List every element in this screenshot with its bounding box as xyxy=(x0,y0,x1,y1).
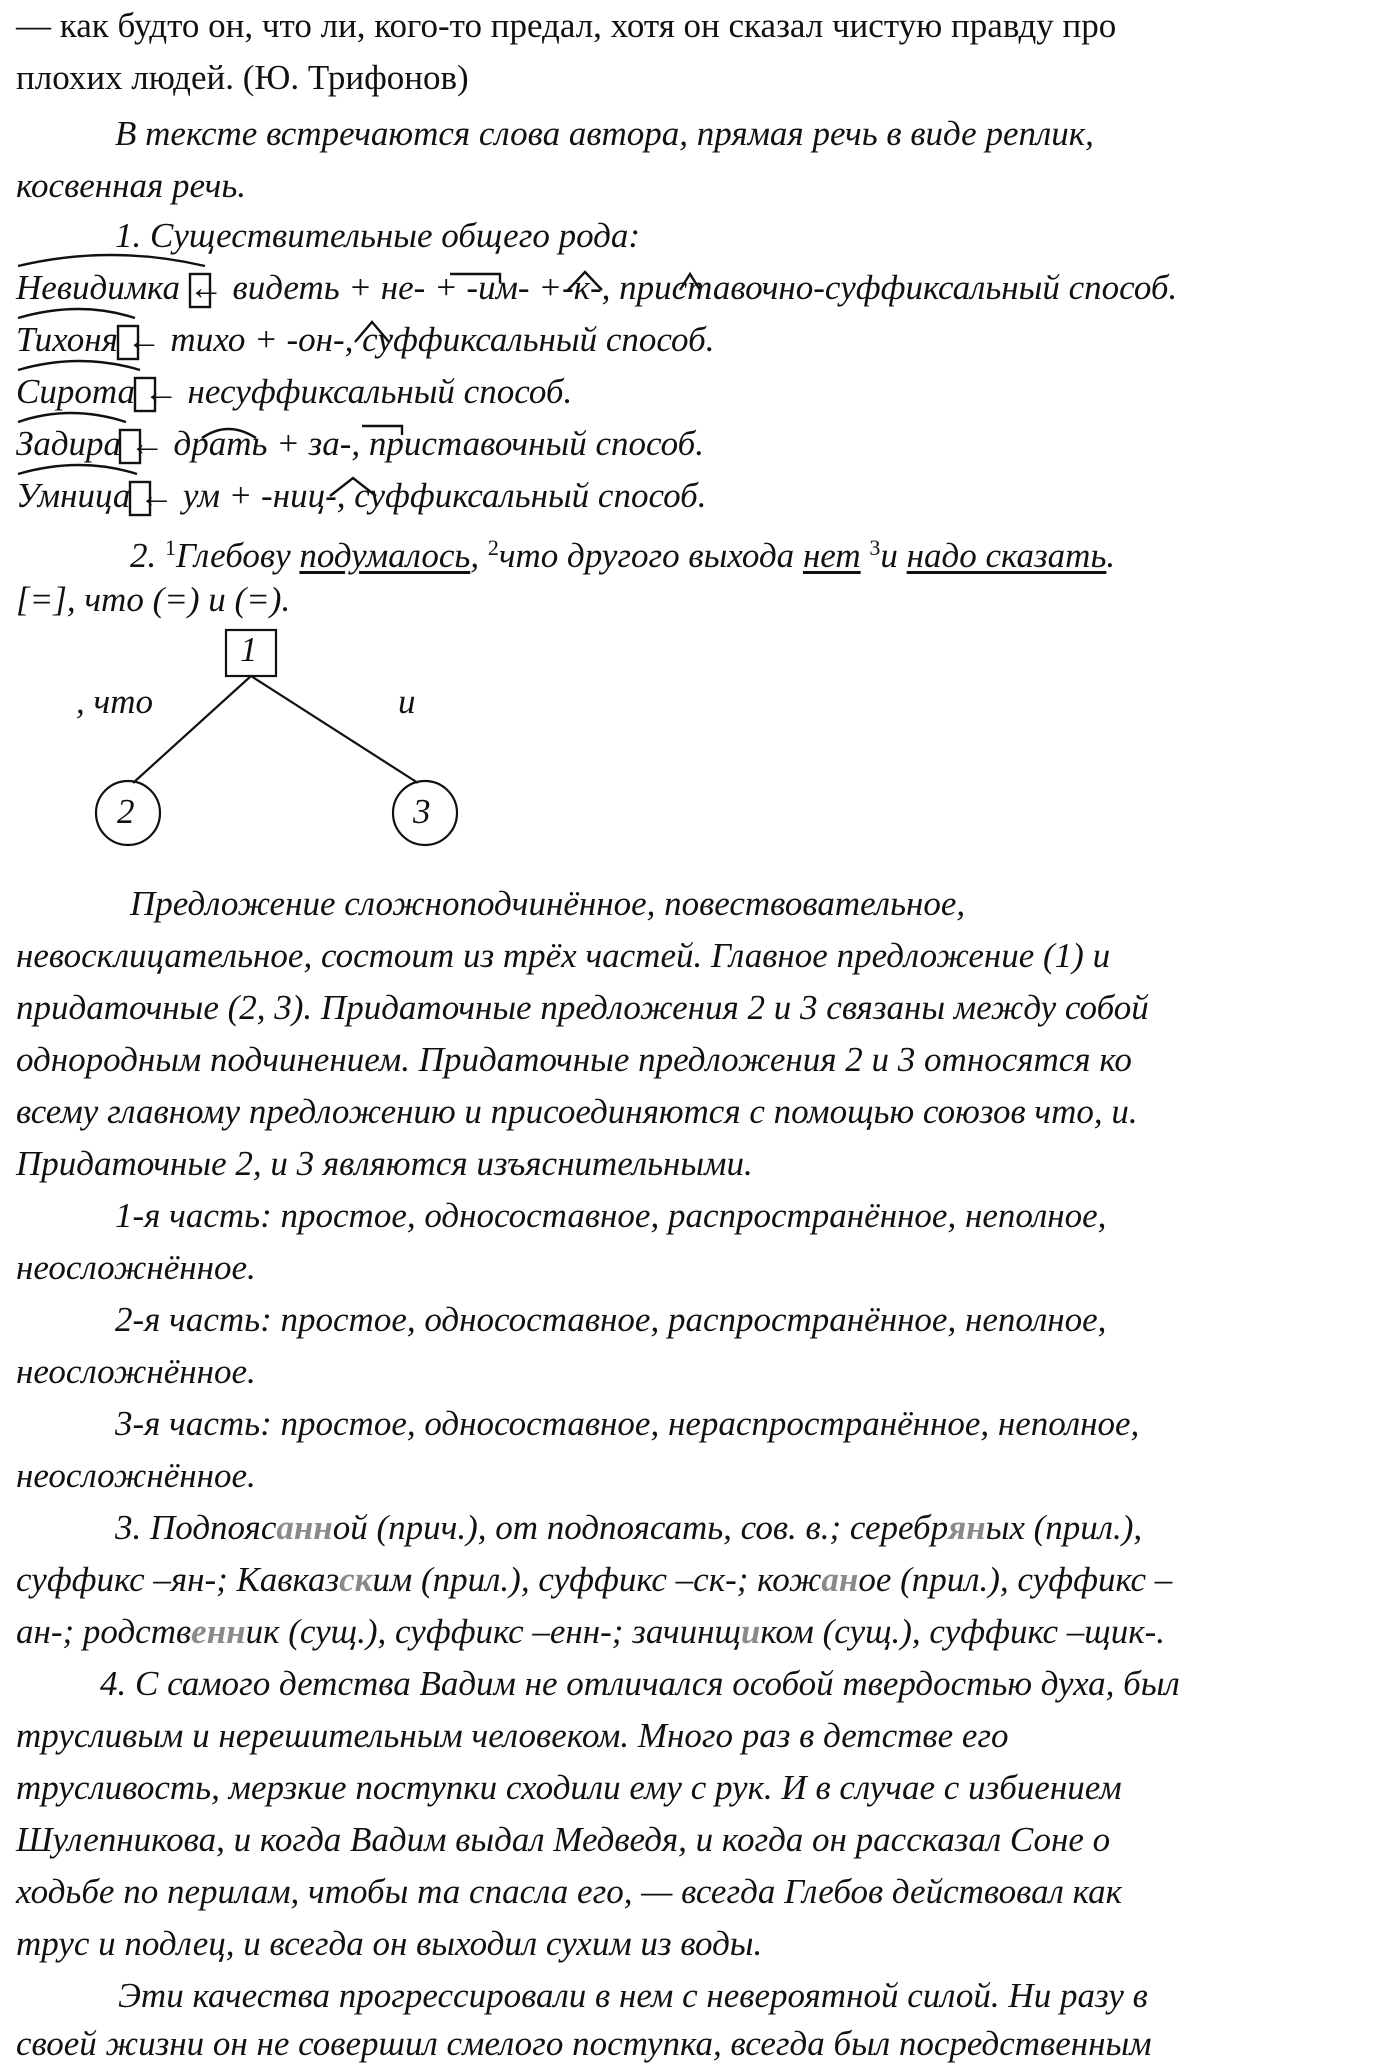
text-line: Эти качества прогрессировали в нем с невероятной силой. Ни разу в xyxy=(118,1976,1148,2015)
conj-right: и xyxy=(398,682,416,721)
diagram-graphic xyxy=(0,620,600,860)
text-run: ое (прил.), суффикс – xyxy=(858,1560,1173,1599)
task3-line xyxy=(16,1560,1172,1600)
text-line: Шулепникова, и когда Вадим выдал Медведя, и когда он рассказал Соне о xyxy=(16,1820,1111,1859)
sentence-diagram xyxy=(0,620,600,860)
text-line: Предложение сложноподчинённое, повествовательное, xyxy=(130,884,966,923)
task3-line xyxy=(16,1612,1165,1652)
clause-number-right: 3 xyxy=(413,792,431,831)
text-run: ых (прил.), xyxy=(985,1508,1143,1547)
text-line: неосложнённое. xyxy=(16,1352,256,1391)
text-line: неосложнённое. xyxy=(16,1248,256,1287)
clause-index: 1 xyxy=(165,535,176,560)
main-clause-number: 1 xyxy=(240,630,258,669)
text-line: косвенная речь. xyxy=(16,166,246,205)
text-line: плохих людей. (Ю. Трифонов) xyxy=(16,58,469,97)
text-run: 3. Подпояс xyxy=(115,1508,277,1547)
predicate: подумалось xyxy=(299,536,471,575)
suffix-highlight: анн xyxy=(276,1508,333,1547)
text-line: всему главному предложению и присоединяются с помощью союзов что, и. xyxy=(16,1092,1138,1131)
text-line: трусливым и нерешительным человеком. Много раз в детстве его xyxy=(16,1716,1009,1755)
clause-number-left: 2 xyxy=(117,792,135,831)
text-line: трус и подлец, и всегда он выходил сухим из воды. xyxy=(16,1924,763,1963)
suffix-highlight: енн xyxy=(191,1612,246,1651)
text-line: невосклицательное, состоит из трёх частей. Главное предложение (1) и xyxy=(16,936,1111,975)
text-line: 3-я часть: простое, односоставное, нераспространённое, неполное, xyxy=(115,1404,1140,1443)
word-formation-line: Задира ← драть + за-, приставочный способ. xyxy=(16,424,705,463)
text-run: суффикс –ян-; Кавказ xyxy=(16,1560,340,1599)
word-formation-line: Тихоня ← тихо + -он-, суффиксальный способ. xyxy=(16,320,715,359)
text-line: трусливость, мерзкие поступки сходили ему с рук. И в случае с избиением xyxy=(16,1768,1122,1807)
text-run: ой (прич.), от подпоясать, сов. в.; серебр xyxy=(332,1508,949,1547)
punct: , xyxy=(470,536,480,575)
sentence-part: Глебову xyxy=(176,536,291,575)
conj-left: , что xyxy=(76,682,153,721)
text-line: В тексте встречаются слова автора, прямая речь в виде реплик, xyxy=(115,114,1094,153)
text-line: однородным подчинением. Придаточные предложения 2 и 3 относятся ко xyxy=(16,1040,1132,1079)
task-number: 2. xyxy=(130,536,157,575)
word-formation-line: Умница ← ум + -ниц-, суффиксальный способ. xyxy=(16,476,707,515)
text-line: 1-я часть: простое, односоставное, распространённое, неполное, xyxy=(115,1196,1107,1235)
sentence-line xyxy=(130,528,1115,576)
predicate: надо сказать xyxy=(906,536,1107,575)
text-run: ком (сущ.), суффикс –щик-. xyxy=(760,1612,1165,1651)
suffix-highlight: ск xyxy=(339,1560,373,1599)
sentence-part: что другого выхода xyxy=(498,536,795,575)
sentence-part: и xyxy=(880,536,898,575)
punct: . xyxy=(1106,536,1116,575)
clause-index: 3 xyxy=(869,535,881,560)
text-line: 2-я часть: простое, односоставное, распространённое, неполное, xyxy=(115,1300,1107,1339)
task3-line xyxy=(115,1508,1142,1548)
suffix-highlight: и xyxy=(740,1612,761,1651)
text-line: 4. С самого детства Вадим не отличался особой твердостью духа, был xyxy=(100,1664,1180,1703)
text-run: им (прил.), суффикс –ск-; кож xyxy=(372,1560,822,1599)
text-line: 1. Существительные общего рода: xyxy=(115,216,640,255)
text-line: Придаточные 2, и 3 являются изъяснительными. xyxy=(16,1144,753,1183)
text-line: придаточные (2, 3). Придаточные предложения 2 и 3 связаны между собой xyxy=(16,988,1149,1027)
text-line: — как будто он, что ли, кого-то предал, хотя он сказал чистую правду про xyxy=(16,6,1117,45)
text-line: неосложнённое. xyxy=(16,1456,256,1495)
text-run: ик (сущ.), суффикс –енн-; зачинщ xyxy=(245,1612,741,1651)
sentence-scheme: [=], что (=) и (=). xyxy=(16,580,291,619)
link-right xyxy=(251,676,418,783)
text-line: ходьбе по перилам, чтобы та спасла его, — всегда Глебов действовал как xyxy=(16,1872,1122,1911)
word-formation-line: Сирота ← несуффиксальный способ. xyxy=(16,372,573,411)
word-formation-line: Невидимка ← видеть + не- + -им- +-к-, приставочно-суффиксальный способ. xyxy=(16,268,1178,307)
predicate: нет xyxy=(802,536,861,575)
suffix-highlight: ян xyxy=(948,1508,986,1547)
clause-index: 2 xyxy=(487,535,499,560)
text-line: своей жизни он не совершил смелого поступка, всегда был посредственным xyxy=(16,2024,1152,2063)
text-run: ан-; родств xyxy=(16,1612,192,1651)
suffix-highlight: ан xyxy=(821,1560,859,1599)
